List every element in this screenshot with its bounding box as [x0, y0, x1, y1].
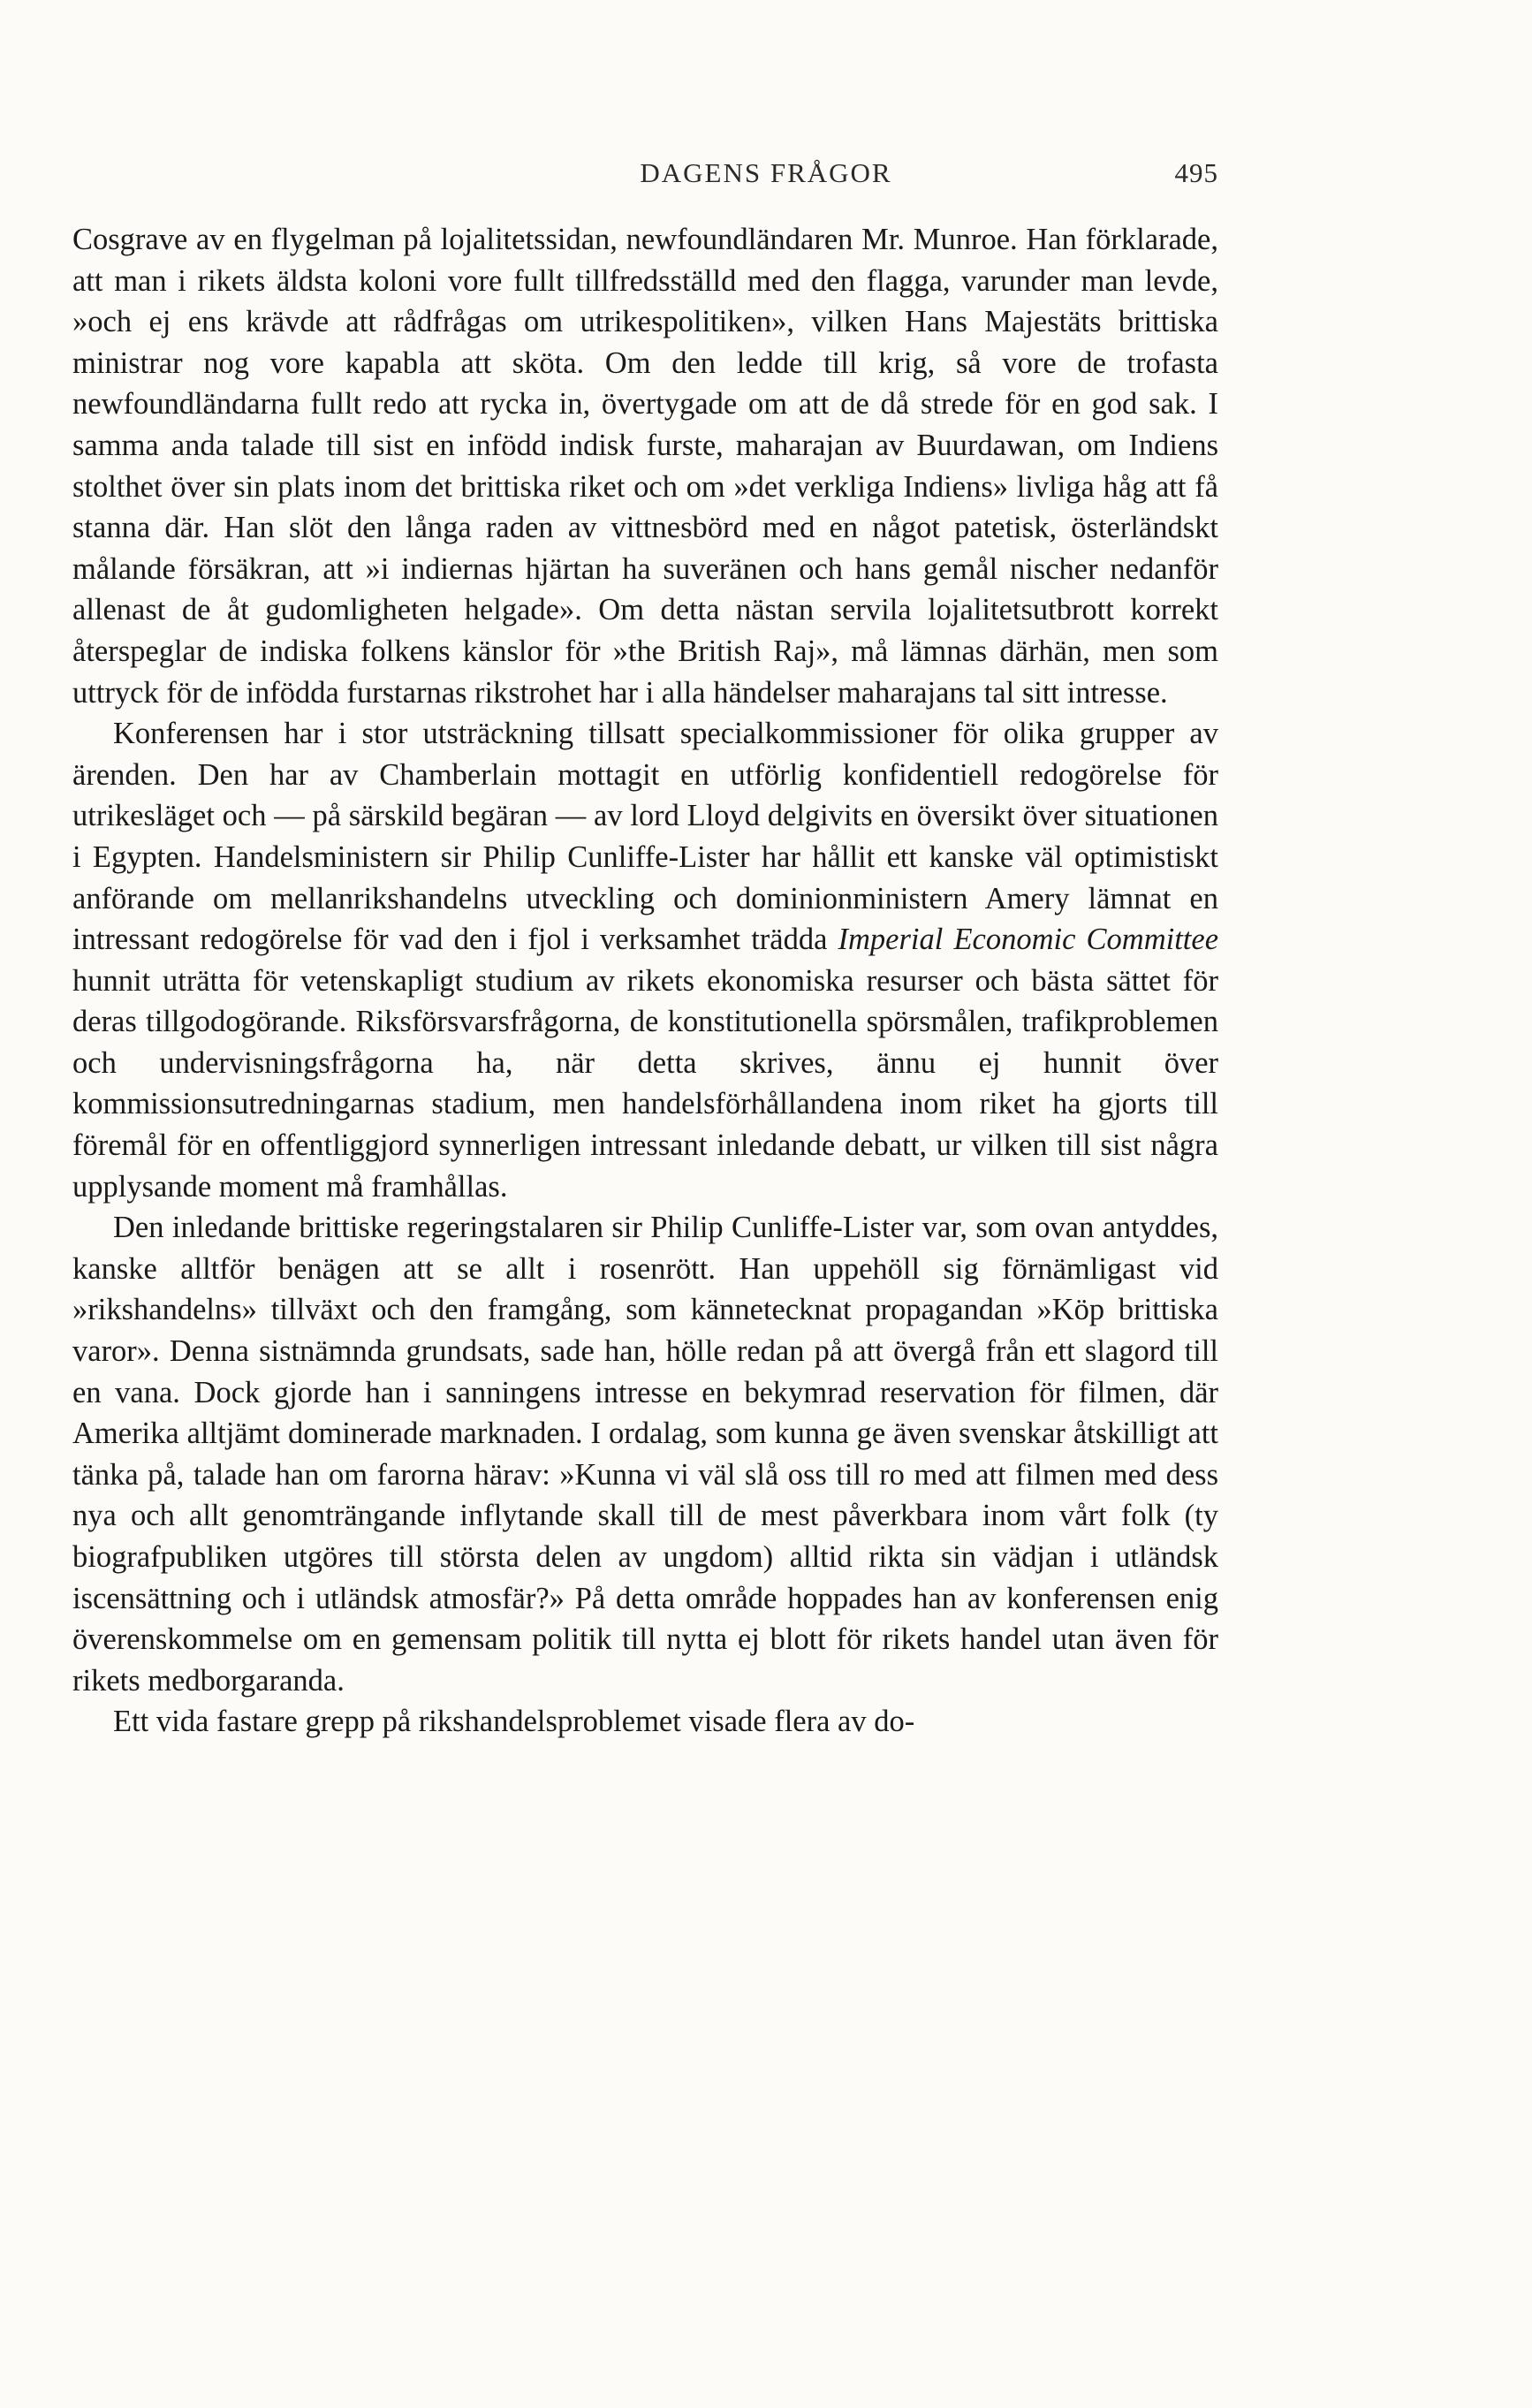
paragraph-2 — [72, 713, 1218, 1207]
body-text — [72, 219, 1218, 1743]
paragraph-2-italic-title: Imperial Economic Committee — [838, 923, 1219, 957]
paragraph-3-text: Den inledande brittiske regeringstalaren sir Philip Cunliffe-Lister var, som ovan antyddes, kanske alltför benägen att se allt i rosenrött. Han uppehöll sig förnämligast vid »rikshandelns» tillväxt och den framgång, som kännetecknat propagandan »Köp brittiska varor». Denna sistnämnda grundsats, sade han, hölle redan på att övergå från ett slagord till en vana. Dock gjorde han i sanningens intresse en bekymrad reservation för filmen, där Amerika alltjämt dominerade marknaden. I ordalag, som kunna ge även svenskar åtskilligt att tänka på, talade han om farorna härav: »Kunna vi väl slå oss till ro med att filmen med dess nya och allt genomträngande inflytande skall till de mest påverkbara inom vårt folk (ty biografpubliken utgöres till största delen av ungdom) alltid rikta sin vädjan i utländsk iscensättning och i utländsk atmosfär?» På detta område hoppades han av konferensen enig överenskommelse om en gemensam politik till nytta ej blott för rikets handel utan även för rikets medborgaranda. — [72, 1211, 1218, 1698]
paragraph-4-text: Ett vida fastare grepp på rikshandelsproblemet visade flera av do- — [113, 1705, 915, 1739]
running-head — [0, 157, 1532, 193]
paragraph-2-text-after: hunnit uträtta för vetenskapligt studium av rikets ekonomiska resurser och bästa sättet för deras tillgodogörande. Riksförsvarsfrågorna, de konstitutionella spörsmålen, trafikproblemen och undervisningsfrågorna ha, när detta skrives, ännu ej hunnit över kommissionsutredningarnas stadium, men handelsförhållandena inom riket ha gjorts till föremål för en offentliggjord synnerligen intressant inledande debatt, ur vilken till sist några upplysande moment må framhållas. — [72, 963, 1218, 1204]
running-title: DAGENS FRÅGOR — [640, 157, 892, 188]
paragraph-2-text-before: Konferensen har i stor utsträckning tillsatt specialkommissioner för olika grupper av ärenden. Den har av Chamberlain mottagit en utförlig konfidentiell redogörelse för utrikesläget och — på särskild begäran — av lord Lloyd delgivits en översikt över situationen i Egypten. Handelsministern sir Philip Cunliffe-Lister har hållit ett kanske väl optimistiskt anförande om mellanrikshandelns utveckling och dominionministern Amery lämnat en intressant redogörelse för vad den i fjol i verksamhet trädda — [72, 717, 1218, 957]
page-number: 495 — [1174, 157, 1218, 188]
paragraph-3 — [72, 1207, 1218, 1701]
paragraph-1-text: Cosgrave av en flygelman på lojalitetssidan, newfoundländaren Mr. Munroe. Han förklarade, att man i rikets äldsta koloni vore fullt tillfredsställd med den flagga, varunder man levde, »och ej ens krävde att rådfrågas om utrikespolitiken», vilken Hans Majestäts brittiska ministrar nog vore kapabla att sköta. Om den ledde till krig, så vore de trofasta newfoundländarna fullt redo att rycka in, övertygade om att de då strede för en god sak. I samma anda talade till sist en infödd indisk furste, maharajan av Buurdawan, om Indiens stolthet över sin plats inom det brittiska riket och om »det verkliga Indiens» livliga håg att få stanna där. Han slöt den långa raden av vittnesbörd med en något patetisk, österländskt målande försäkran, att »i indiernas hjärtan ha suveränen och hans gemål nischer nedanför allenast de åt gudomligheten helgade». Om detta nästan servila lojalitetsutbrott korrekt återspeglar de indiska folkens känslor för »the British Raj», må lämnas därhän, men som uttryck för de infödda furstarnas rikstrohet har i alla händelser maharajans tal sitt intresse. — [72, 223, 1218, 710]
paragraph-4 — [72, 1701, 1218, 1743]
paragraph-1 — [72, 219, 1218, 713]
